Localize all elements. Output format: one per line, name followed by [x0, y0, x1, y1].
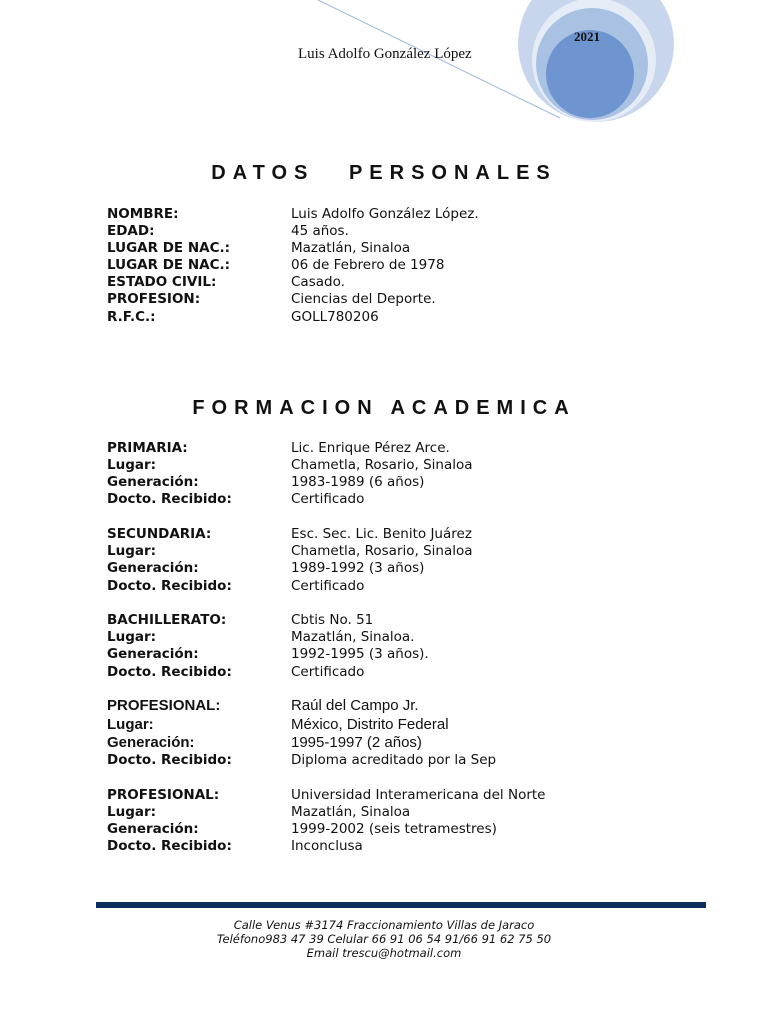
field-value: Certificado — [291, 491, 365, 507]
footer-address: Calle Venus #3174 Fraccionamiento Villas de Jaraco — [233, 918, 535, 932]
field-label: PROFESIONAL: — [107, 697, 221, 714]
formacion-row — [107, 612, 667, 629]
formacion-row — [107, 629, 667, 646]
field-value: Raúl del Campo Jr. — [291, 697, 419, 714]
footer-email: Email trescu@hotmail.com — [306, 946, 462, 960]
field-label: Lugar: — [107, 716, 154, 733]
footer-divider — [96, 902, 706, 908]
field-label: Generación: — [107, 474, 199, 490]
datos-row — [107, 240, 667, 257]
field-label: Lugar: — [107, 457, 157, 473]
formacion-row — [107, 491, 667, 508]
field-value: 06 de Febrero de 1978 — [291, 257, 445, 273]
field-label: Generación: — [107, 734, 195, 751]
field-value: Cbtis No. 51 — [291, 612, 374, 628]
field-label: PRIMARIA: — [107, 440, 188, 456]
formacion-row — [107, 787, 667, 804]
header-year: 2021 — [574, 29, 600, 44]
field-label: EDAD: — [107, 223, 155, 239]
section-title-datos-personales: DATOS PERSONALES — [211, 162, 557, 184]
field-value: México, Distrito Federal — [291, 716, 449, 733]
field-label: Generación: — [107, 560, 199, 576]
datos-row — [107, 223, 667, 240]
datos-row — [107, 291, 667, 308]
datos-row — [107, 257, 667, 274]
formacion-row — [107, 734, 667, 751]
field-value: Inconclusa — [291, 838, 363, 854]
field-value: 45 años. — [291, 223, 349, 239]
field-label: NOMBRE: — [107, 206, 179, 222]
formacion-row — [107, 804, 667, 821]
field-label: Docto. Recibido: — [107, 578, 232, 594]
field-value: Certificado — [291, 578, 365, 594]
field-value: 1983-1989 (6 años) — [291, 474, 425, 490]
field-value: Lic. Enrique Pérez Arce. — [291, 440, 450, 456]
footer-phones: Teléfono983 47 39 Celular 66 91 06 54 91/66 91 62 75 50 — [216, 932, 552, 946]
formacion-row — [107, 646, 667, 663]
field-value: 1999-2002 (seis tetramestres) — [291, 821, 497, 837]
field-label: R.F.C.: — [107, 309, 156, 325]
field-label: Docto. Recibido: — [107, 664, 232, 680]
field-value: Certificado — [291, 664, 365, 680]
formacion-row — [107, 664, 667, 681]
field-label: Generación: — [107, 821, 199, 837]
field-label: Lugar: — [107, 629, 157, 645]
field-label: Generación: — [107, 646, 199, 662]
field-label: ESTADO CIVIL: — [107, 274, 217, 290]
field-label: LUGAR DE NAC.: — [107, 240, 231, 256]
field-label: PROFESIONAL: — [107, 787, 220, 803]
field-value: Esc. Sec. Lic. Benito Juárez — [291, 526, 472, 542]
formacion-row — [107, 716, 667, 733]
field-value: 1995-1997 (2 años) — [291, 734, 422, 751]
field-value: 1992-1995 (3 años). — [291, 646, 429, 662]
formacion-row — [107, 752, 667, 769]
field-value: Chametla, Rosario, Sinaloa — [291, 543, 473, 559]
formacion-row — [107, 457, 667, 474]
field-label: Docto. Recibido: — [107, 491, 232, 507]
header-name: Luis Adolfo González López — [298, 46, 472, 62]
formacion-row — [107, 838, 667, 855]
datos-row — [107, 274, 667, 291]
formacion-row — [107, 526, 667, 543]
header-decoration — [0, 0, 768, 140]
section-title-formacion-academica: FORMACION ACADEMICA — [192, 397, 576, 419]
field-value: Mazatlán, Sinaloa — [291, 240, 411, 256]
field-value: Luis Adolfo González López. — [291, 206, 479, 222]
datos-row — [107, 309, 667, 326]
field-label: PROFESION: — [107, 291, 201, 307]
field-value: Casado. — [291, 274, 345, 290]
field-value: Mazatlán, Sinaloa — [291, 804, 411, 820]
field-value: Universidad Interamericana del Norte — [291, 787, 546, 803]
formacion-row — [107, 543, 667, 560]
field-label: BACHILLERATO: — [107, 612, 227, 628]
formacion-row — [107, 560, 667, 577]
formacion-row — [107, 697, 667, 714]
formacion-row — [107, 578, 667, 595]
datos-row — [107, 206, 667, 223]
field-label: Docto. Recibido: — [107, 752, 232, 768]
formacion-row — [107, 474, 667, 491]
field-label: Lugar: — [107, 543, 157, 559]
field-value: Mazatlán, Sinaloa. — [291, 629, 415, 645]
field-label: LUGAR DE NAC.: — [107, 257, 231, 273]
field-value: Ciencias del Deporte. — [291, 291, 436, 307]
field-value: Diploma acreditado por la Sep — [291, 752, 497, 768]
field-label: Docto. Recibido: — [107, 838, 232, 854]
field-label: Lugar: — [107, 804, 157, 820]
field-value: GOLL780206 — [291, 309, 379, 325]
formacion-row — [107, 440, 667, 457]
formacion-row — [107, 821, 667, 838]
field-value: 1989-1992 (3 años) — [291, 560, 425, 576]
field-label: SECUNDARIA: — [107, 526, 212, 542]
field-value: Chametla, Rosario, Sinaloa — [291, 457, 473, 473]
